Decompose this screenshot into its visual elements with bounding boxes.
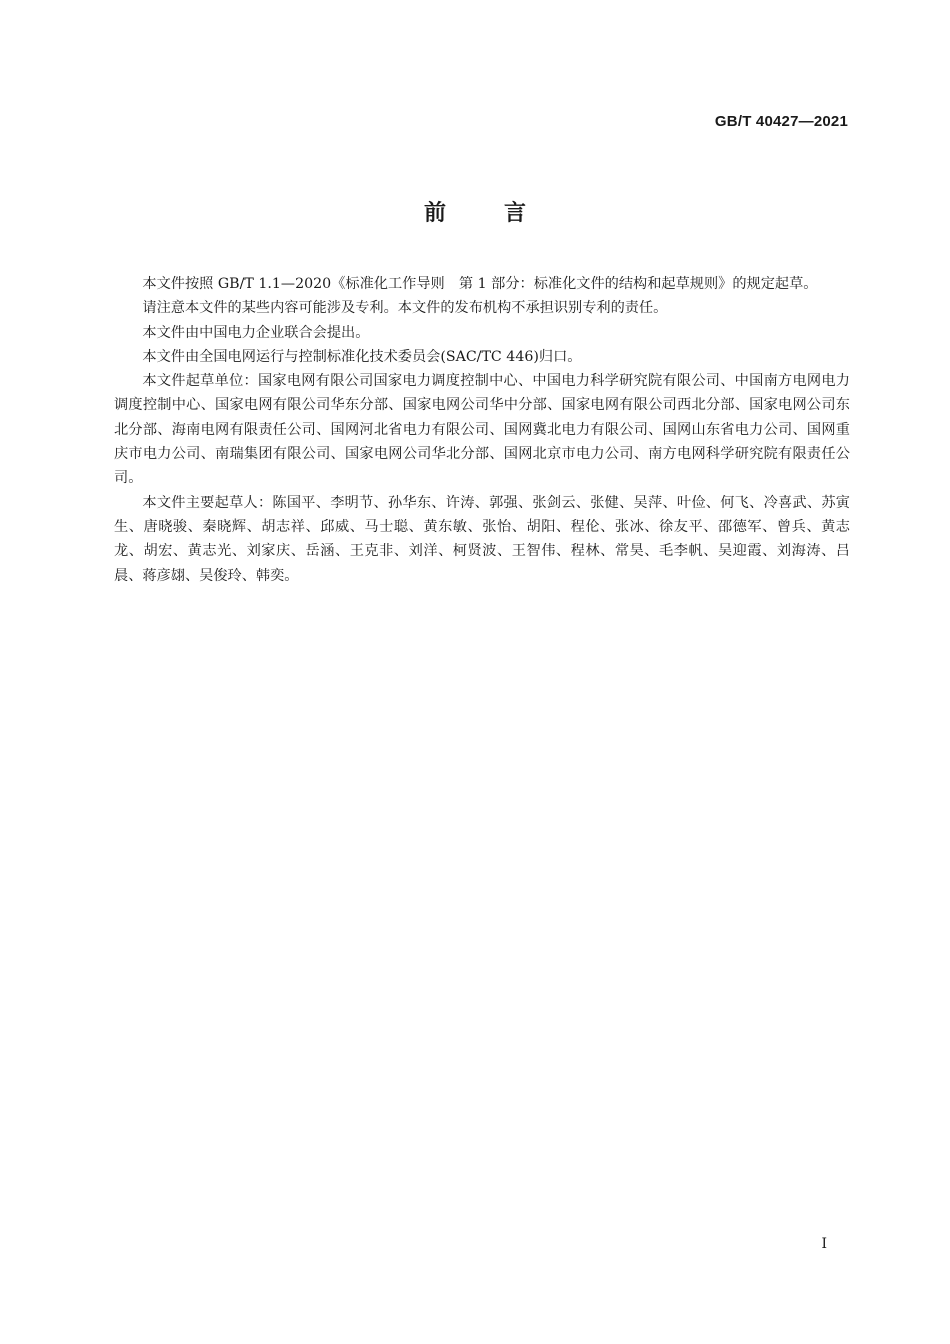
paragraph-technical-committee: 本文件由全国电网运行与控制标准化技术委员会(SAC/TC 446)归口。 bbox=[142, 348, 582, 365]
paragraph-proposer: 本文件由中国电力企业联合会提出。 bbox=[142, 324, 370, 341]
page-number: I bbox=[821, 1236, 827, 1252]
paragraph-drafting-units: 本文件起草单位：国家电网有限公司国家电力调度控制中心、中国电力科学研究院有限公司、中国南方电网电力调度控制中心、国家电网有限公司华东分部、国家电网公司华中分部、国家电网有限公司西北分部、国家电网公司东北分部、海南电网有限责任公司、国网河北省电力有限公司、国网冀北电力有限公司、国网山东省电力公司、国网重庆市电力公司、南瑞集团有限公司、国家电网公司华北分部、国网北京市电力公司、南方电网科学研究院有限责任公司。 bbox=[114, 373, 850, 487]
paragraph-main-drafters: 本文件主要起草人：陈国平、李明节、孙华东、许涛、郭强、张剑云、张健、吴萍、叶俭、何飞、冷喜武、苏寅生、唐晓骏、秦晓辉、胡志祥、邱威、马士聪、黄东敏、张怡、胡阳、程伦、张冰、徐友平、邵德军、曾兵、黄志龙、胡宏、黄志光、刘家庆、岳涵、王克非、刘洋、柯贤波、王智伟、程林、常昊、毛李帆、吴迎霞、刘海涛、吕晨、蒋彦翃、吴俊玲、韩奕。 bbox=[114, 494, 850, 584]
document-body bbox=[114, 272, 850, 588]
paragraph-patent-notice: 请注意本文件的某些内容可能涉及专利。本文件的发布机构不承担识别专利的责任。 bbox=[142, 300, 668, 317]
paragraph-drafting-rules: 本文件按照 GB/T 1.1—2020《标准化工作导则 第 1 部分：标准化文件的结构和起草规则》的规定起草。 bbox=[142, 276, 818, 292]
document-number: GB/T 40427—2021 bbox=[714, 113, 848, 130]
page-title: 前言 bbox=[423, 201, 584, 226]
